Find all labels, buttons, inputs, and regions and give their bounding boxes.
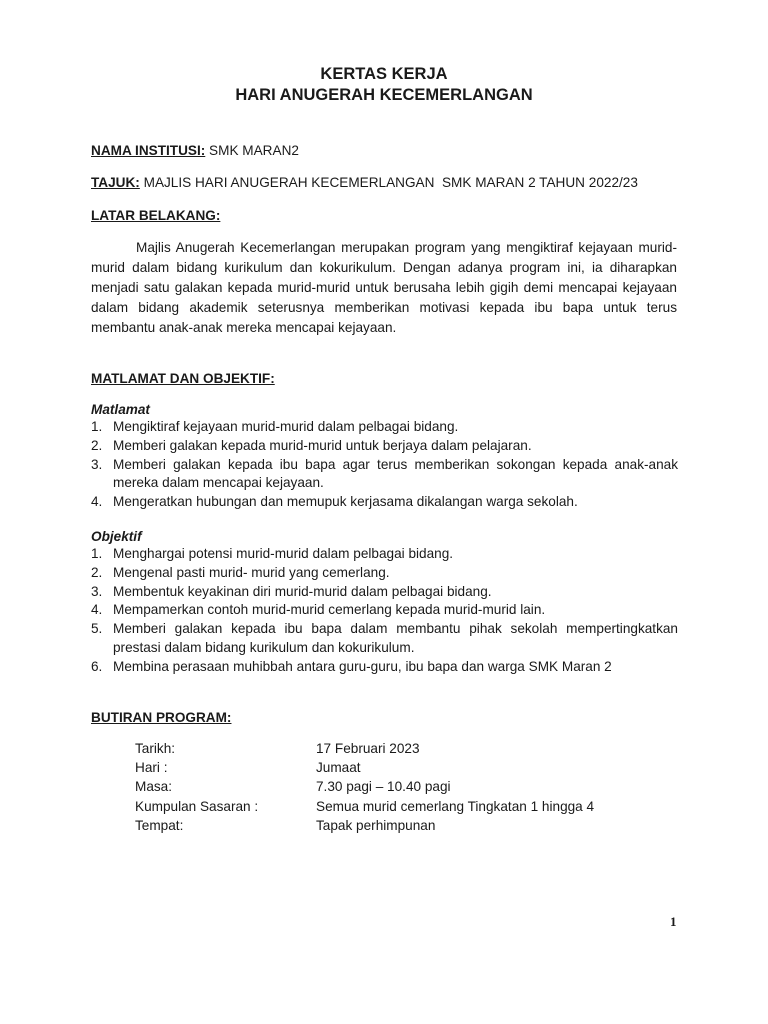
list-item: 2. Memberi galakan kepada murid-murid untuk berjaya dalam pelajaran. <box>91 437 532 453</box>
table-row <box>135 741 594 760</box>
topic-value: MAJLIS HARI ANUGERAH KECEMERLANGAN SMK MARAN 2 TAHUN 2022/23 <box>139 175 638 190</box>
row-label: Tempat: <box>135 817 184 833</box>
row-label: Masa: <box>135 779 173 795</box>
topic-label: TAJUK: <box>91 175 140 190</box>
row-value: 7.30 pagi – 10.40 pagi <box>316 779 451 795</box>
matlamat-list <box>91 418 678 512</box>
table-row <box>135 799 594 818</box>
goals-heading: MATLAMAT DAN OBJEKTIF: <box>91 371 275 386</box>
objektif-list <box>91 545 678 677</box>
list-item: 1. Menghargai potensi murid-murid dalam pelbagai bidang. <box>91 546 454 561</box>
table-row <box>135 779 594 798</box>
row-label: Tarikh: <box>135 741 176 756</box>
row-value: Tapak perhimpunan <box>316 817 436 833</box>
list-item: 1. Mengiktiraf kejayaan murid-murid dalam pelbagai bidang. <box>91 419 459 434</box>
row-label: Kumpulan Sasaran : <box>135 798 259 814</box>
list-item: 3. Membentuk keyakinan diri murid-murid dalam pelbagai bidang. <box>91 583 492 599</box>
document-subtitle: HARI ANUGERAH KECEMERLANGAN <box>235 86 533 104</box>
list-item: 6. Membina perasaan muhibbah antara guru-guru, ibu bapa dan warga SMK Maran 2 <box>91 658 612 674</box>
list-item: 4. Mengeratkan hubungan dan memupuk kerjasama dikalangan warga sekolah. <box>91 494 578 510</box>
list-item: 5. Memberi galakan kepada ibu bapa dalam membantu pihak sekolah mempertingkatkan prestasi dalam bidang kurikulum dan kokurikulum. <box>91 621 678 655</box>
row-value: 17 Februari 2023 <box>316 741 420 756</box>
program-heading: BUTIRAN PROGRAM: <box>91 710 232 725</box>
institution-value: SMK MARAN2 <box>205 143 299 158</box>
matlamat-label: Matlamat <box>91 402 150 417</box>
program-details-table <box>135 741 594 837</box>
list-item: 4. Mempamerkan contoh murid-murid cemerlang kepada murid-murid lain. <box>91 602 546 618</box>
row-value: Jumaat <box>316 760 361 776</box>
topic-line <box>91 175 638 190</box>
list-item: 3. Memberi galakan kepada ibu bapa agar terus memberikan sokongan kepada anak-anak mereka dalam mencapai kejayaan. <box>91 456 678 491</box>
background-paragraph: Majlis Anugerah Kecemerlangan merupakan program yang mengiktiraf kejayaan murid-murid dalam bidang kurikulum dan kokurikulum. Dengan adanya program ini, ia diharapkan menjadi satu galakan kepada murid-murid untuk berusaha lebih gigih demi mencapai kejayaan dalam bidang akademik seterusnya memberikan motivasi kepada ibu bapa untuk terus membantu anak-anak mereka mencapai kejayaan. <box>91 240 677 335</box>
institution-label: NAMA INSTITUSI: <box>91 143 206 158</box>
page-number: 1 <box>670 914 677 929</box>
background-heading: LATAR BELAKANG: <box>91 208 221 223</box>
table-row <box>135 760 594 779</box>
objektif-label: Objektif <box>91 529 142 544</box>
row-value: Semua murid cemerlang Tingkatan 1 hingga 4 <box>316 798 595 814</box>
document-title: KERTAS KERJA <box>320 65 448 83</box>
list-item: 2. Mengenal pasti murid- murid yang cemerlang. <box>91 564 390 580</box>
institution-line <box>91 143 299 158</box>
table-row <box>135 818 594 837</box>
row-label: Hari : <box>135 760 168 776</box>
